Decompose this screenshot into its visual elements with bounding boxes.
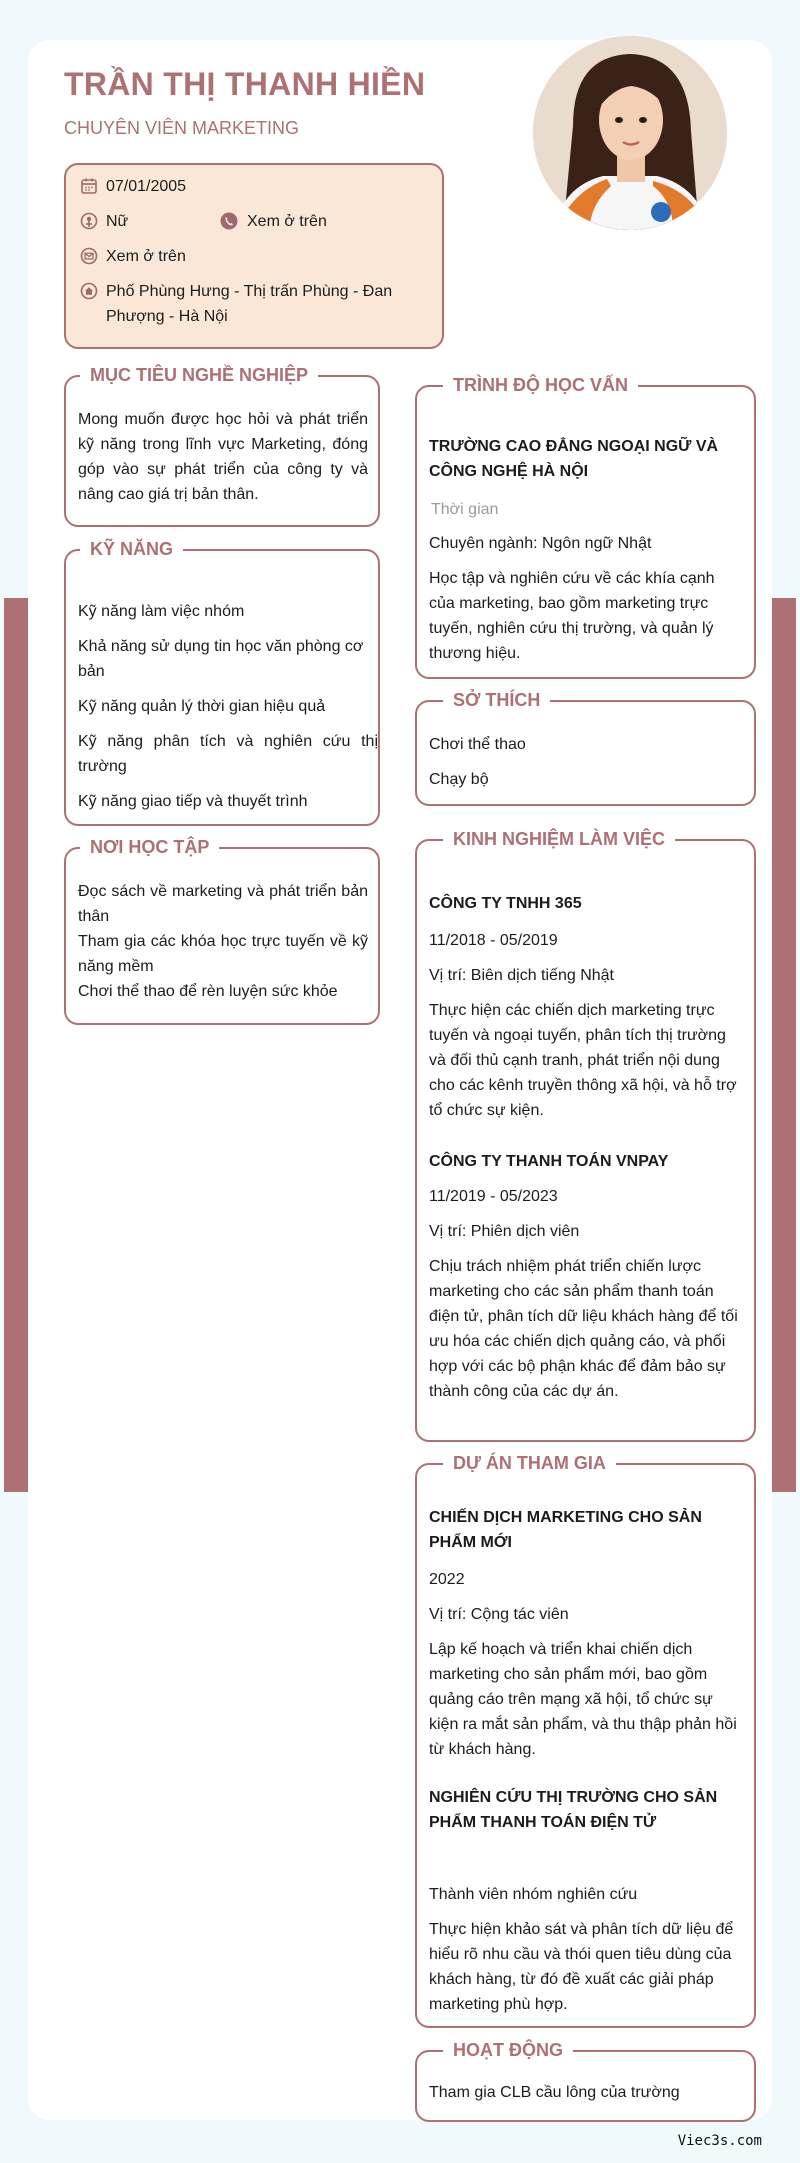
skill-item: Kỹ năng phân tích và nghiên cứu thị trường — [78, 733, 378, 775]
job-position: Vị trí: Biên dịch tiếng Nhật — [429, 967, 614, 984]
education-title: TRÌNH ĐỘ HỌC VẤN — [443, 373, 638, 397]
candidate-name: TRẦN THỊ THANH HIỀN — [64, 66, 426, 102]
learning-item: Đọc sách về marketing và phát triển bản thân — [78, 883, 368, 925]
activities-section — [415, 2040, 756, 2122]
hobby-item: Chơi thể thao — [429, 736, 526, 753]
left-accent-bar — [4, 598, 28, 1492]
avatar-portrait — [533, 36, 727, 230]
job-description: Thực hiện các chiến dịch marketing trực tuyến và ngoại tuyến, phân tích thị trường và đối thủ cạnh tranh, phát triển nội dung cho các kênh truyền thông xã hội, và hỗ trợ tổ chức sự kiện. — [429, 1002, 737, 1119]
objective-text: Mong muốn được học hỏi và phát triển kỹ năng trong lĩnh vực Marketing, đóng góp vào sự phát triển của công ty và nâng cao giá trị bản thân. — [78, 411, 368, 503]
address: Phố Phùng Hưng - Thị trấn Phùng - Đan Phượng - Hà Nội — [106, 283, 393, 325]
home-icon — [80, 282, 98, 300]
project-role: Thành viên nhóm nghiên cứu — [429, 1886, 638, 1903]
birthday: 07/01/2005 — [106, 178, 187, 195]
skills-section — [64, 539, 380, 826]
experience-section — [415, 829, 756, 1442]
learning-title: NƠI HỌC TẬP — [80, 835, 219, 859]
calendar-icon — [80, 177, 98, 195]
education-description: Học tập và nghiên cứu về các khía cạnh của marketing, bao gồm marketing trực tuyến, nghiên cứu thị trường, và quản lý thương hiệu. — [429, 570, 715, 662]
phone-icon — [220, 212, 238, 230]
candidate-title: CHUYÊN VIÊN MARKETING — [64, 118, 300, 138]
objective-section — [64, 365, 380, 527]
email-icon — [80, 247, 98, 265]
job-period: 11/2019 - 05/2023 — [429, 1188, 558, 1205]
job-period: 11/2018 - 05/2019 — [429, 932, 558, 949]
skills-title: KỸ NĂNG — [80, 537, 183, 561]
gender-icon — [80, 212, 98, 230]
phone: Xem ở trên — [247, 213, 327, 230]
activity-item: Tham gia CLB cầu lông của trường — [429, 2084, 680, 2101]
project-name: NGHIÊN CỨU THỊ TRƯỜNG CHO SẢN PHẨM THANH TOÁN ĐIỆN TỬ — [429, 1789, 718, 1831]
education-major: Chuyên ngành: Ngôn ngữ Nhật — [429, 535, 652, 552]
activities-title: HOẠT ĐỘNG — [443, 2038, 573, 2062]
learning-item: Chơi thể thao để rèn luyện sức khỏe — [78, 983, 338, 1000]
school-name: TRƯỜNG CAO ĐẲNG NGOẠI NGỮ VÀ CÔNG NGHỆ HÀ NỘI — [429, 438, 719, 480]
projects-title: DỰ ÁN THAM GIA — [443, 1451, 616, 1475]
learning-section — [64, 837, 380, 1025]
gender: Nữ — [106, 213, 129, 230]
skill-item: Kỹ năng làm việc nhóm — [78, 603, 245, 620]
hobbies-section — [415, 690, 756, 806]
job-company: CÔNG TY THANH TOÁN VNPAY — [429, 1153, 669, 1170]
hobbies-title: SỞ THÍCH — [443, 688, 550, 712]
project-description: Lập kế hoạch và triển khai chiến dịch marketing cho sản phẩm mới, bao gồm quảng cáo trên mạng xã hội, tổ chức sự kiện ra mắt sản phẩm, và thu thập phản hồi từ khách hàng. — [429, 1641, 737, 1758]
skill-item: Kỹ năng giao tiếp và thuyết trình — [78, 793, 308, 810]
avatar — [533, 36, 727, 230]
right-accent-bar — [772, 598, 796, 1492]
project-description: Thực hiện khảo sát và phân tích dữ liệu để hiểu rõ nhu cầu và thói quen tiêu dùng của khách hàng, từ đó đề xuất các giải pháp marketing phù hợp. — [429, 1921, 734, 2013]
hobby-item: Chạy bộ — [429, 771, 489, 788]
job-company: CÔNG TY TNHH 365 — [429, 895, 582, 912]
project-year: 2022 — [429, 1571, 465, 1588]
skill-item: Khả năng sử dụng tin học văn phòng cơ bản — [78, 638, 364, 680]
education-time: Thời gian — [431, 501, 499, 518]
learning-item: Tham gia các khóa học trực tuyến về kỹ năng mềm — [78, 933, 368, 975]
job-description: Chịu trách nhiệm phát triển chiến lược marketing cho các sản phẩm thanh toán điện tử, phân tích dữ liệu khách hàng để tối ưu hóa các chiến dịch quảng cáo, và phối hợp với các bộ phận khác để đảm bảo sự thành công của các dự án. — [429, 1258, 738, 1400]
projects-section — [415, 1453, 756, 2028]
watermark: Viec3s.com — [677, 2133, 762, 2149]
job-position: Vị trí: Phiên dịch viên — [429, 1223, 580, 1240]
objective-title: MỤC TIÊU NGHỀ NGHIỆP — [80, 363, 318, 387]
contact-box — [64, 163, 444, 349]
experience-title: KINH NGHIỆM LÀM VIỆC — [443, 827, 675, 851]
project-name: CHIẾN DỊCH MARKETING CHO SẢN PHẨM MỚI — [429, 1509, 702, 1551]
education-section — [415, 375, 756, 679]
skill-item: Kỹ năng quản lý thời gian hiệu quả — [78, 698, 326, 715]
email: Xem ở trên — [106, 248, 186, 265]
project-role: Vị trí: Cộng tác viên — [429, 1606, 569, 1623]
